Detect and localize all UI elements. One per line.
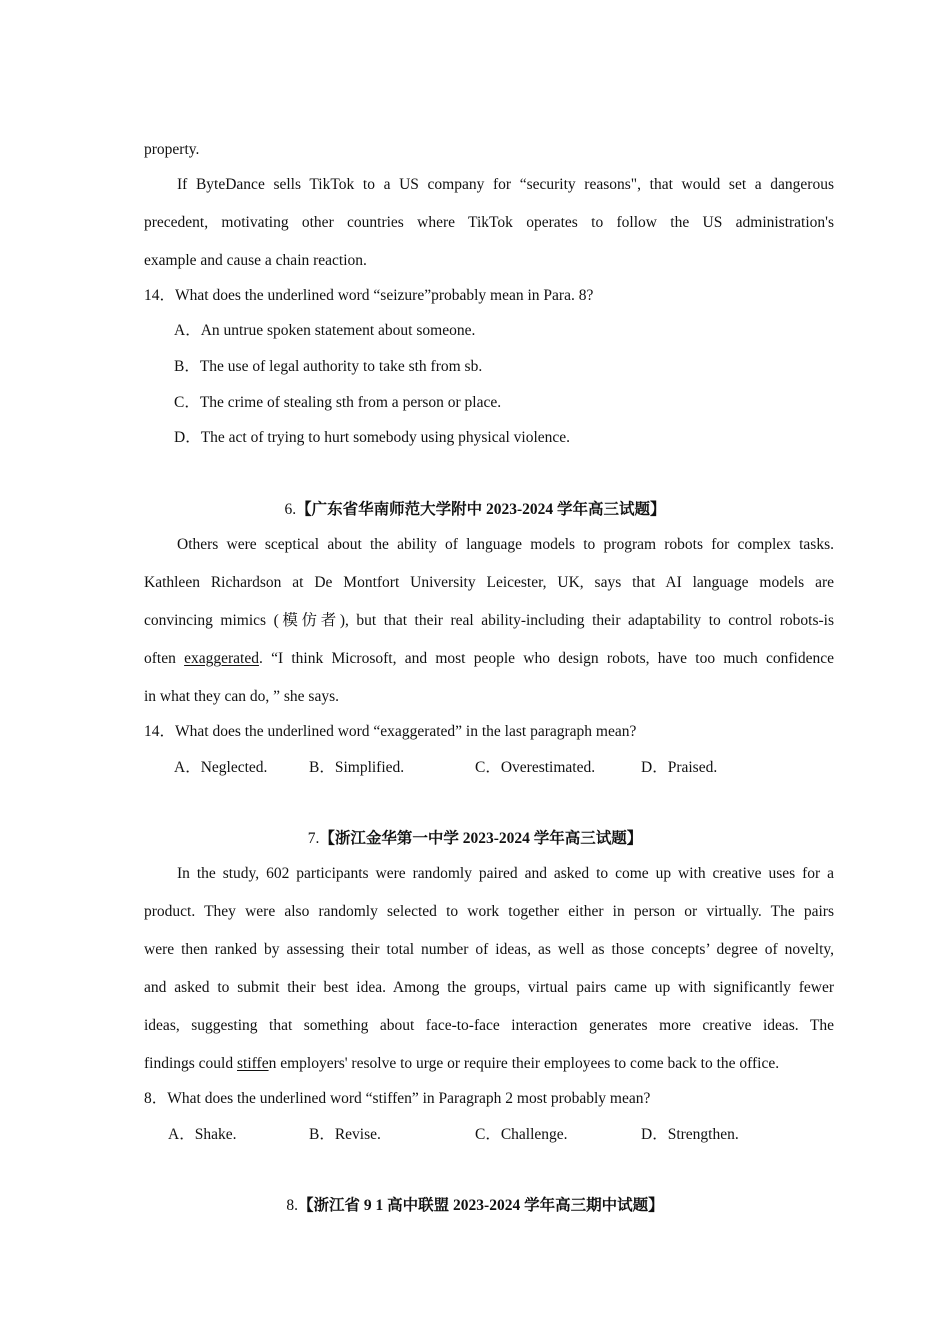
question-text: 14．What does the underlined word “exaggerated” in the last paragraph mean? <box>144 723 637 740</box>
text-line: convincing mimics (模仿者), but that their real ability-including their adaptability to control robots-is <box>144 612 834 629</box>
section-heading <box>0 1196 950 1216</box>
text-line <box>144 649 834 669</box>
section-number: 6. <box>284 501 297 518</box>
text-line: product. They were also randomly selected to work together either in person or virtually. The pairs <box>144 903 834 920</box>
option-d: D．Strengthen. <box>641 1126 739 1143</box>
option-b: B．The use of legal authority to take sth from sb. <box>174 358 483 375</box>
option-d: D．The act of trying to hurt somebody using physical violence. <box>174 429 571 446</box>
section-number: 8. <box>286 1197 299 1214</box>
option-c: C．Challenge. <box>475 1126 568 1143</box>
option-b: B．Revise. <box>309 1126 381 1143</box>
option-b: B．Simplified. <box>309 759 405 776</box>
text-line: and asked to submit their best idea. Among the groups, virtual pairs came up with significantly fewer <box>144 979 834 996</box>
text-line: were then ranked by assessing their total number of ideas, as well as those concepts’ degree of novelty, <box>144 941 834 958</box>
option-d: D．Praised. <box>641 759 718 776</box>
question-text: 14．What does the underlined word “seizure”probably mean in Para. 8? <box>144 287 594 304</box>
section-title: 【浙江省 9 1 高中联盟 2023-2024 学年高三期中试题】 <box>298 1197 664 1214</box>
text-line: Kathleen Richardson at De Montfort University Leicester, UK, says that AI language models are <box>144 574 834 591</box>
text-segment: . “I think Microsoft, and most people who design robots, have too much confidence <box>258 650 834 667</box>
section-heading <box>0 829 950 849</box>
section-heading <box>0 500 950 520</box>
option-a: A．Neglected. <box>174 759 268 776</box>
option-a: A．Shake. <box>168 1126 237 1143</box>
section-title: 【广东省华南师范大学附中 2023-2024 学年高三试题】 <box>296 501 666 518</box>
text-segment: findings could <box>144 1055 237 1072</box>
section-number: 7. <box>307 830 320 847</box>
text-line: ideas, suggesting that something about face-to-face interaction generates more creative ideas. The <box>144 1017 834 1034</box>
text-segment: n employers' resolve to urge or require their employees to come back to the office. <box>268 1055 780 1072</box>
text-line: In the study, 602 participants were randomly paired and asked to come up with creative uses for a <box>177 865 834 882</box>
question-text: 8．What does the underlined word “stiffen” in Paragraph 2 most probably mean? <box>144 1090 651 1107</box>
text-line: Others were sceptical about the ability of language models to program robots for complex tasks. <box>177 536 834 553</box>
text-line: precedent, motivating other countries where TikTok operates to follow the US administration's <box>144 214 834 231</box>
text-line: If ByteDance sells TikTok to a US company for “security reasons", that would set a dangerous <box>177 176 834 193</box>
text-line: property. <box>144 141 200 158</box>
underlined-word: exaggerated <box>184 650 259 667</box>
option-a: A．An untrue spoken statement about someone. <box>174 322 476 339</box>
option-c: C．The crime of stealing sth from a person or place. <box>174 394 502 411</box>
option-c: C．Overestimated. <box>475 759 596 776</box>
text-line: in what they can do, ” she says. <box>144 688 339 705</box>
text-line <box>144 1054 834 1074</box>
text-segment: often <box>144 650 185 667</box>
text-line: example and cause a chain reaction. <box>144 252 367 269</box>
underlined-word: stiffe <box>237 1055 269 1072</box>
section-title: 【浙江金华第一中学 2023-2024 学年高三试题】 <box>319 830 643 847</box>
